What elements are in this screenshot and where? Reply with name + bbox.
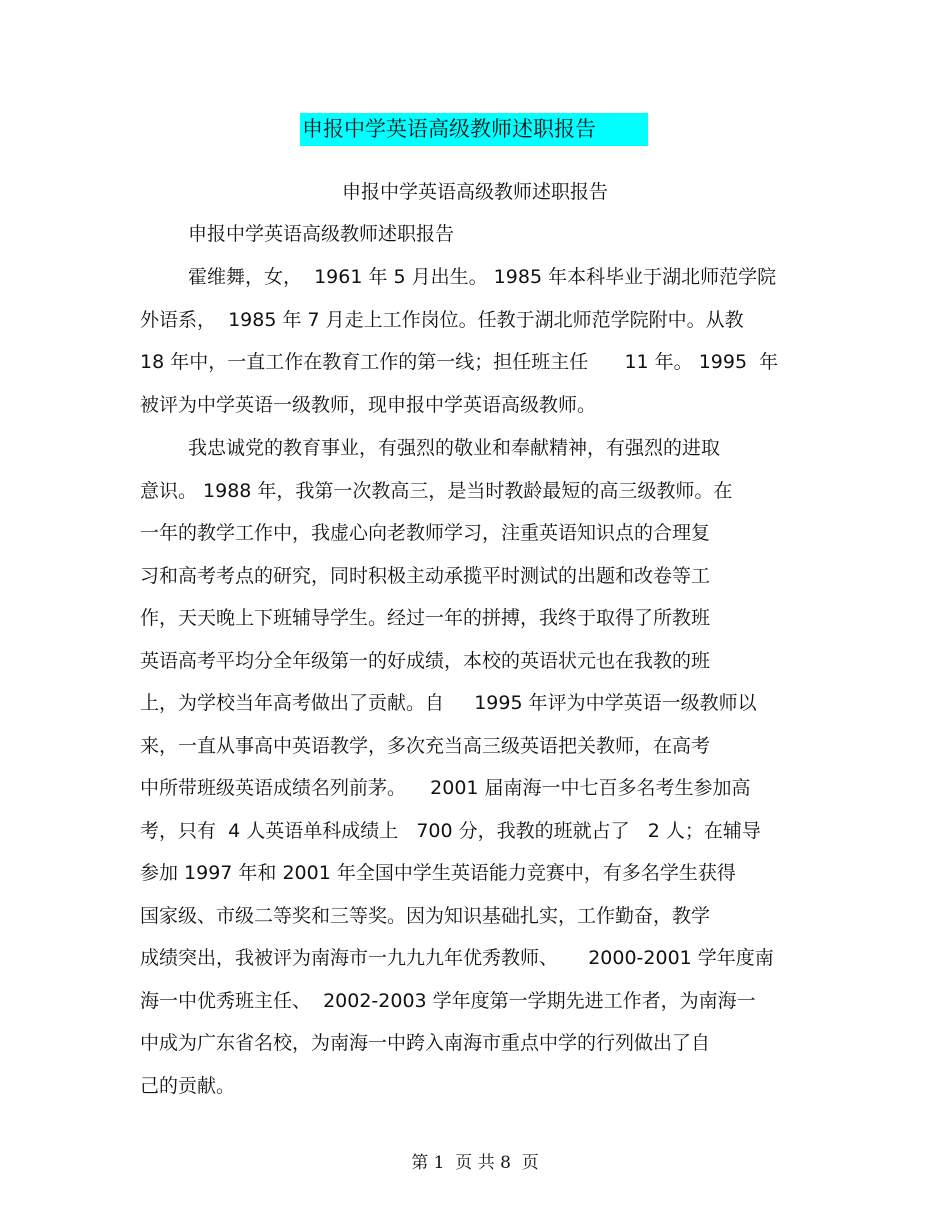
body-line: 外语系， 1985 年 7 月走上工作岗位。任教于湖北师范学院附中。从教 xyxy=(140,309,744,331)
page-number: 第 1 页 共 8 页 xyxy=(411,1153,539,1173)
body-line: 我忠诚党的教育事业，有强烈的敬业和奉献精神，有强烈的进取 xyxy=(188,437,721,459)
document-subtitle: 申报中学英语高级教师述职报告 xyxy=(341,181,608,203)
body-line: 一年的教学工作中，我虚心向老教师学习，注重英语知识点的合理复 xyxy=(140,522,711,544)
body-line: 中成为广东省名校，为南海一中跨入南海市重点中学的行列做出了自 xyxy=(140,1032,711,1054)
body-line: 霍维舞，女， 1961 年 5 月出生。 1985 年本科毕业于湖北师范学院 xyxy=(188,266,777,288)
body-line: 18 年中，一直工作在教育工作的第一线；担任班主任 11 年。 1995 年 xyxy=(140,351,779,373)
body-line: 作，天天晚上下班辅导学生。经过一年的拼搏，我终于取得了所教班 xyxy=(140,607,711,629)
body-line: 己的贡献。 xyxy=(140,1075,236,1097)
body-line: 参加 1997 年和 2001 年全国中学生英语能力竞赛中，有多名学生获得 xyxy=(140,862,736,884)
body-line: 国家级、市级二等奖和三等奖。因为知识基础扎实，工作勤奋，教学 xyxy=(140,905,711,927)
body-line: 海一中优秀班主任、 2002-2003 学年度第一学期先进工作者，为南海一 xyxy=(140,990,756,1012)
body-line: 考，只有 4 人英语单科成绩上 700 分，我教的班就占了 2 人；在辅导 xyxy=(140,820,761,842)
body-line: 成绩突出，我被评为南海市一九九九年优秀教师、 2000-2001 学年度南 xyxy=(140,947,774,969)
body-line: 英语高考平均分全年级第一的好成绩，本校的英语状元也在我教的班 xyxy=(140,650,711,672)
body-line: 意识。 1988 年，我第一次教高三，是当时教龄最短的高三级教师。在 xyxy=(140,480,733,502)
body-line: 习和高考考点的研究，同时积极主动承揽平时测试的出题和改卷等工 xyxy=(140,565,711,587)
body-line: 上，为学校当年高考做出了贡献。自 1995 年评为中学英语一级教师以 xyxy=(140,692,757,714)
body-line: 被评为中学英语一级教师，现申报中学英语高级教师。 xyxy=(140,394,597,416)
paragraph-heading-line: 申报中学英语高级教师述职报告 xyxy=(188,223,455,245)
document-title: 申报中学英语高级教师述职报告 xyxy=(300,113,648,146)
body-line: 中所带班级英语成绩名列前茅。 2001 届南海一中七百多名考生参加高 xyxy=(140,777,751,799)
body-line: 来，一直从事高中英语教学，多次充当高三级英语把关教师，在高考 xyxy=(140,735,711,757)
